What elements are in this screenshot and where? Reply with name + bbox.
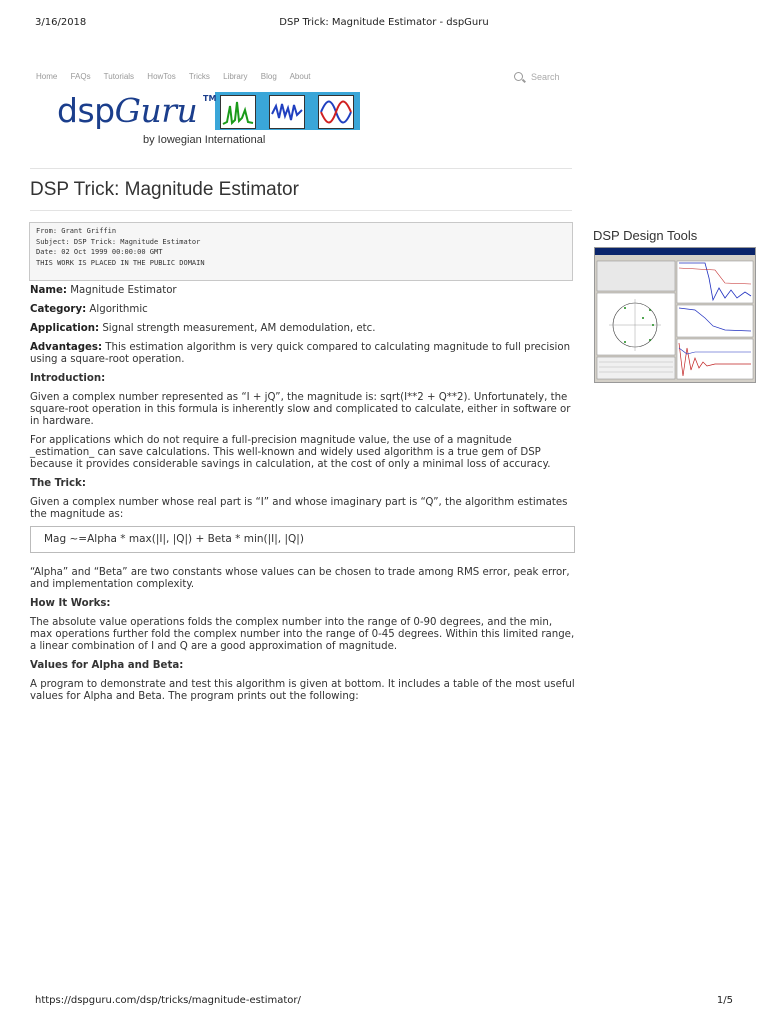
header-from: From: Grant Griffin [36,227,117,235]
how-it-works-paragraph: The absolute value operations folds the complex number into the range of 0-90 degrees, and the min, max operations further fold the complex number into the range of 0-45 degrees. Within this limited range, a linear combination of I and Q are a good approximation of magnitude. [30,617,575,652]
print-date: 3/16/2018 [35,17,87,28]
print-header [0,17,768,31]
logo-wordmark [57,92,197,130]
article-body [30,285,575,710]
trick-heading: The Trick: [30,478,86,489]
trick-paragraph: “Alpha” and “Beta” are two constants whose values can be chosen to trade among RMS error, peak error, and implementation complexity. [30,567,570,590]
logo-brand: Guru [114,91,198,130]
divider [30,210,572,211]
nav-item-about[interactable]: About [289,72,311,81]
name-label: Name: [30,285,67,296]
nav-item-blog[interactable]: Blog [260,72,277,81]
nav-item-library[interactable]: Library [223,72,248,81]
spectrum-graph-icon [220,95,256,129]
logo-trademark: TM [203,94,217,103]
dsp-tools-screenshot[interactable] [594,247,756,383]
print-title: DSP Trick: Magnitude Estimator - dspGuru [279,17,489,28]
advantages-field [30,342,575,366]
site-logo[interactable] [55,92,360,130]
introduction-heading: Introduction: [30,373,106,384]
logo-prefix: dsp [57,91,115,130]
advantages-label: Advantages: [30,342,103,353]
introduction-paragraph: For applications which do not require a full-precision magnitude value, the use of a magnitude _estimation_ can save calculations. This well-known and widely used algorithm is a true gem of DSP because it provides considerable savings in calculation, at the cost of only a minimal loss of accuracy. [30,435,551,470]
header-date: Date: 02 Oct 1999 00:00:00 GMT [36,248,163,256]
application-value: Signal strength measurement, AM demodulation, etc. [102,323,376,334]
introduction-paragraph: Given a complex number represented as “I + jQ”, the magnitude is: sqrt(I**2 + Q**2). Unfortunately, the square-root operation in this formula is inherently slow and complicated to calculate, either in software or in hardware. [30,392,571,427]
nav-item-tricks[interactable]: Tricks [188,72,210,81]
search-placeholder[interactable]: Search [531,72,560,82]
nav-item-howtos[interactable]: HowTos [147,72,176,81]
message-header-box [29,222,573,281]
print-url: https://dspguru.com/dsp/tricks/magnitude-estimator/ [35,995,301,1006]
values-heading: Values for Alpha and Beta: [30,660,184,671]
page-title: DSP Trick: Magnitude Estimator [30,179,299,200]
logo-tagline: by Iowegian International [143,134,266,146]
trick-paragraph: Given a complex number whose real part is “I” and whose imaginary part is “Q”, the algorithm estimates the magnitude as: [30,497,568,520]
sidebar-title: DSP Design Tools [593,228,698,243]
nav-item-home[interactable]: Home [36,72,58,81]
application-field [30,323,575,335]
name-value: Magnitude Estimator [70,285,177,296]
print-page-number: 1/5 [716,995,733,1006]
header-subject: Subject: DSP Trick: Magnitude Estimator [36,237,201,246]
header-license: THIS WORK IS PLACED IN THE PUBLIC DOMAIN [36,258,205,267]
name-field [30,285,575,297]
divider [30,168,572,169]
advantages-value: This estimation algorithm is very quick compared to calculating magnitude to full precision using a square-root operation. [30,342,571,365]
nav-item-tutorials[interactable]: Tutorials [103,72,135,81]
formula-box: Mag ~=Alpha * max(|I|, |Q|) + Beta * min(|I|, |Q|) [30,526,575,553]
category-value: Algorithmic [89,304,148,315]
sine-graph-icon [318,95,354,129]
values-paragraph: A program to demonstrate and test this algorithm is given at bottom. It includes a table of the most useful values for Alpha and Beta. The program prints out the following: [30,679,575,702]
waveform-graph-icon [269,95,305,129]
category-label: Category: [30,304,87,315]
category-field [30,304,575,316]
how-it-works-heading: How It Works: [30,598,111,609]
application-label: Application: [30,323,100,334]
search-box[interactable] [514,71,560,82]
search-icon [514,72,523,81]
top-nav [36,72,321,81]
nav-item-faqs[interactable]: FAQs [70,72,91,81]
